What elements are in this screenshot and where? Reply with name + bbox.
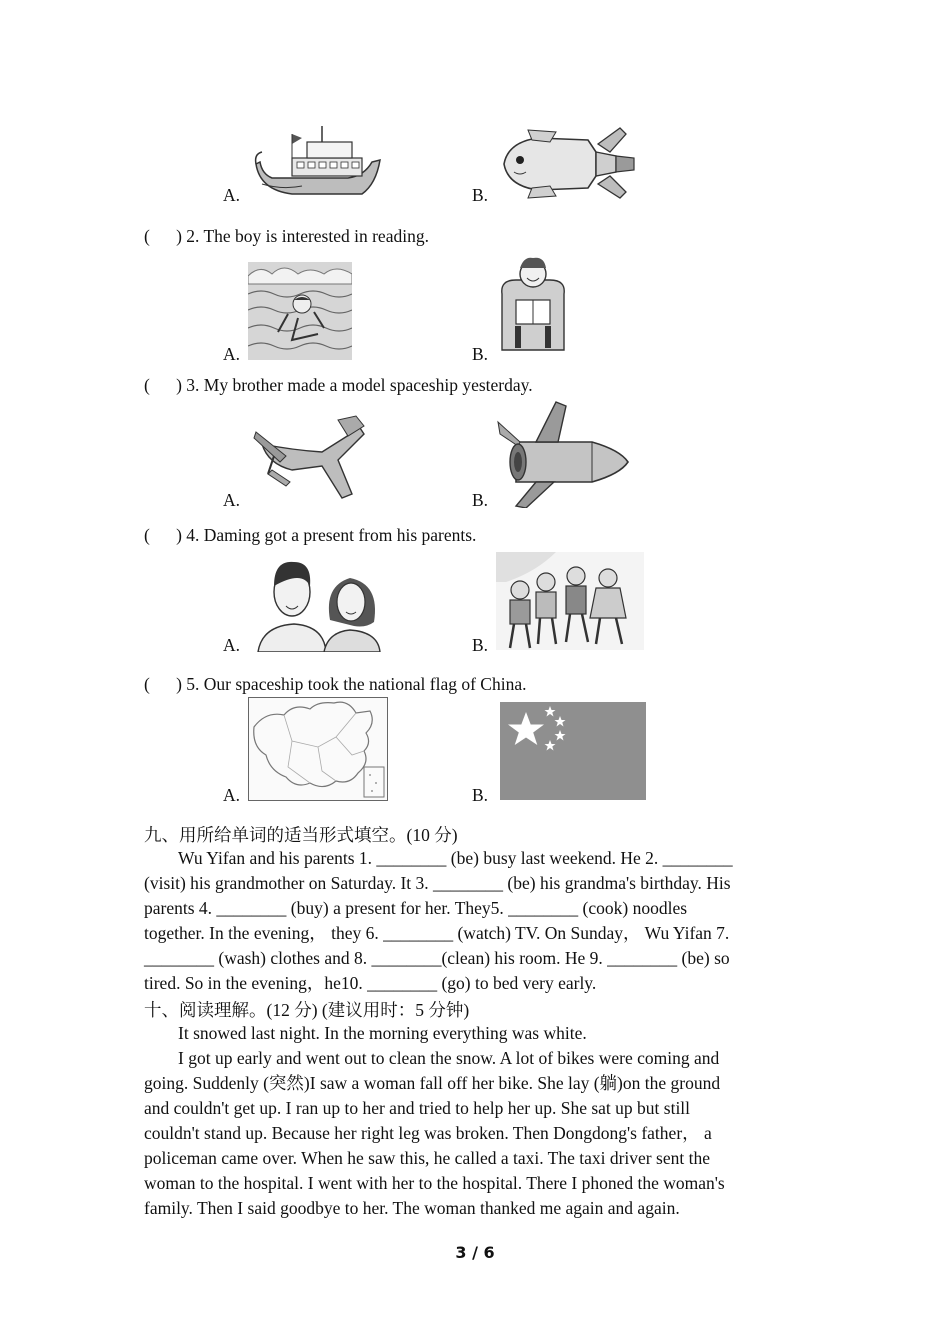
page-number: 3 / 6 [455,1243,495,1262]
question-5: ( ) 5. Our spaceship took the national flag of China. [144,674,527,694]
passage-line: going. Suddenly (突然)I saw a woman fall off her bike. She lay (躺)on the ground [144,1073,721,1093]
passage-line: and couldn't get up. I ran up to her and tried to help her up. She sat up but still [144,1098,691,1118]
flag-of-china-picture [500,702,646,800]
passage-line: policeman came over. When he saw this, he called a taxi. The taxi driver sent the [144,1148,710,1168]
passage-line: family. Then I said goodbye to her. The woman thanked me again and again. [144,1198,680,1218]
passage-line: woman to the hospital. I went with her to the hospital. There I phoned the woman's [144,1173,725,1193]
q3-option-b[interactable]: B. [472,490,489,510]
section-9-paragraph [144,846,806,996]
answer-blank-3[interactable]: ( [144,375,177,395]
q1-option-a[interactable]: A. [223,185,241,205]
question-2: ( ) 2. The boy is interested in reading. [144,226,429,246]
boy-reading-picture [496,254,570,358]
q5-option-b[interactable]: B. [472,785,489,805]
passage-line: couldn't stand up. Because her right leg was broken. Then Dongdong's father， a [144,1123,712,1143]
q3-option-a[interactable]: A. [223,490,241,510]
answer-blank-4[interactable]: ( [144,525,177,545]
q4-option-b[interactable]: B. [472,635,489,655]
airplane-picture [252,412,368,506]
q2-option-b[interactable]: B. [472,344,489,364]
section-9-line: parents 4. ________ (buy) a present for her. They5. ________ (cook) noodles [144,898,688,918]
section-9-line: (visit) his grandmother on Saturday. It 3. ________ (be) his grandma's birthday. His [144,873,731,893]
answer-blank-5[interactable]: ( [144,674,177,694]
q5-option-a[interactable]: A. [223,785,241,805]
spaceship-picture [496,400,630,508]
parents-picture [254,556,382,652]
section-9-line: ________ (wash) clothes and 8. ________(clean) his room. He 9. ________ (be) so [144,948,730,968]
question-3: ( ) 3. My brother made a model spaceship yesterday. [144,375,533,395]
q2-option-a[interactable]: A. [223,344,241,364]
passage-paragraph-1: It snowed last night. In the morning everything was white. [178,1023,587,1043]
section-9-title: 九、用所给单词的适当形式填空。(10 分) [144,825,458,845]
section-9-line: tired. So in the evening，he10. ________ (go) to bed very early. [144,973,597,993]
answer-blank-2[interactable]: ( [144,226,177,246]
boy-swimming-picture [248,262,352,360]
children-picture [496,552,644,650]
section-9-line: Wu Yifan and his parents 1. ________ (be) busy last weekend. He 2. ________ [178,848,733,868]
section-10-passage [144,1021,806,1221]
section-10-title: 十、阅读理解。(12 分) (建议用时：5 分钟) [144,1000,470,1020]
section-9-line: together. In the evening， they 6. ________ (watch) TV. On Sunday， Wu Yifan 7. [144,923,730,943]
map-of-china-picture [248,697,388,801]
rocket-cartoon-picture [498,124,638,204]
boat-picture [252,124,384,198]
q4-option-a[interactable]: A. [223,635,241,655]
q1-option-b[interactable]: B. [472,185,489,205]
passage-line: I got up early and went out to clean the snow. A lot of bikes were coming and [178,1048,720,1068]
question-4: ( ) 4. Daming got a present from his parents. [144,525,477,545]
